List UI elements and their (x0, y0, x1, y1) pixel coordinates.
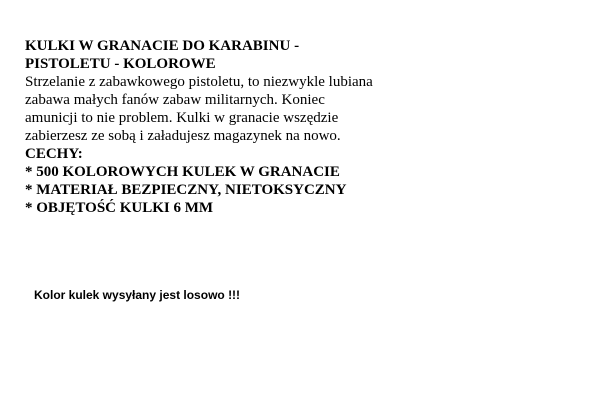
title-line-2: PISTOLETU - KOLOROWE (25, 56, 216, 72)
description-line-1: Strzelanie z zabawkowego pistoletu, to niezwykle lubiana (25, 74, 373, 90)
description-line-3: amunicji to nie problem. Kulki w granacie wszędzie (25, 110, 339, 126)
feature-item-3: * OBJĘTOŚĆ KULKI 6 MM (25, 200, 214, 216)
feature-item-2: * MATERIAŁ BEZPIECZNY, NIETOKSYCZNY (25, 182, 347, 198)
description-line-2: zabawa małych fanów zabaw militarnych. Koniec (25, 92, 325, 108)
feature-item-1: * 500 KOLOROWYCH KULEK W GRANACIE (25, 164, 340, 180)
product-description (25, 37, 585, 217)
title-line-1: KULKI W GRANACIE DO KARABINU - (25, 38, 300, 54)
description-line-4: zabierzesz ze sobą i załadujesz magazynek na nowo. (25, 128, 341, 144)
features-heading: CECHY: (25, 146, 83, 162)
color-note: Kolor kulek wysyłany jest losowo !!! (34, 288, 241, 302)
